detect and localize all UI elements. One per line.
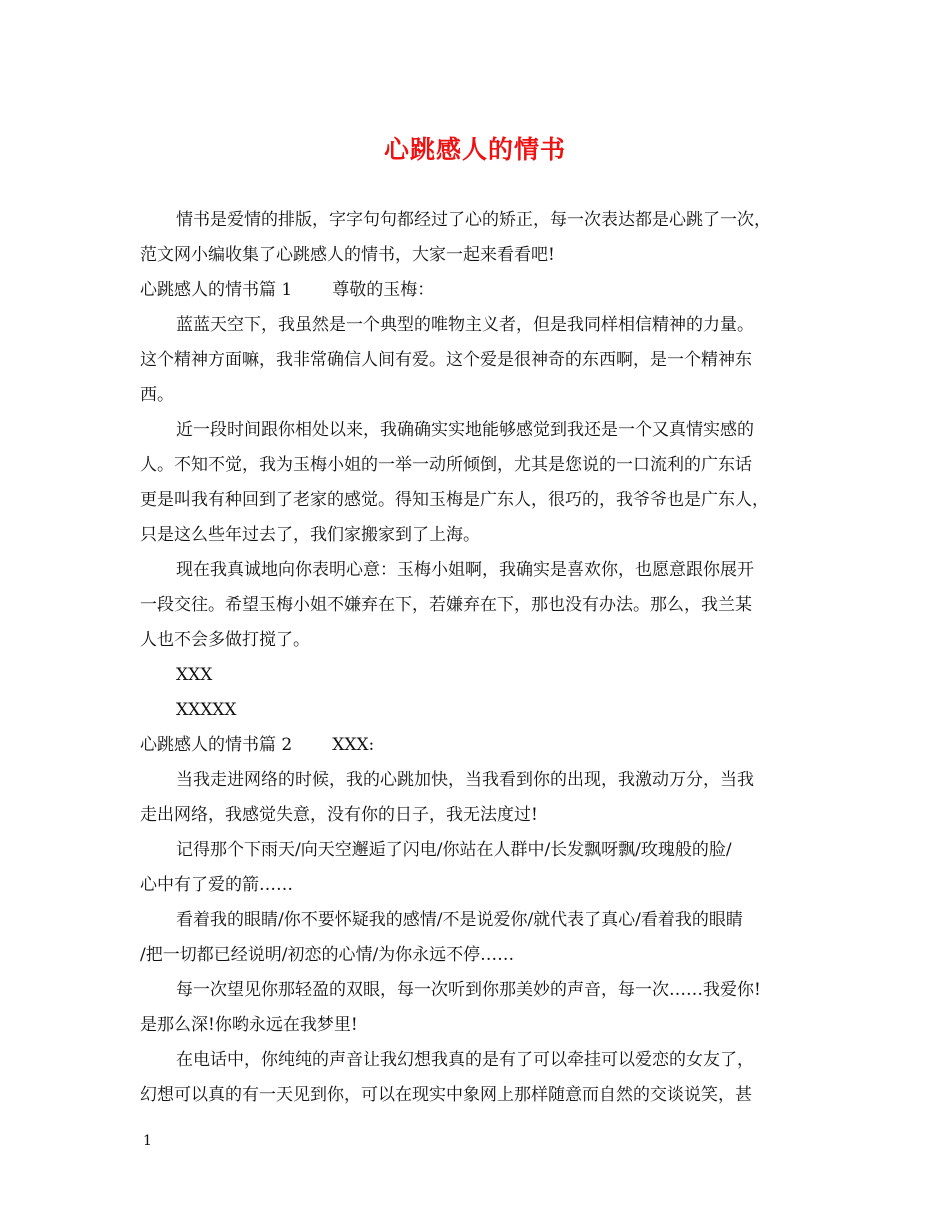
paragraph-line: 人也不会多做打搅了。 — [140, 630, 310, 650]
section-label: 心跳感人的情书篇 1 — [140, 280, 293, 300]
paragraph-line: 人。不知不觉，我为玉梅小姐的一举一动所倾倒，尤其是您说的一口流利的广东话 — [140, 455, 752, 475]
paragraph-line: 走出网络，我感觉失意，没有你的日子，我无法度过! — [140, 805, 538, 825]
paragraph-line: 幻想可以真的有一天见到你，可以在现实中象网上那样随意而自然的交谈说笑，甚 — [140, 1085, 752, 1105]
paragraph-line: 这个精神方面嘛，我非常确信人间有爱。这个爱是很神奇的东西啊，是一个精神东 — [140, 350, 752, 370]
section-greeting: 尊敬的玉梅： — [332, 280, 435, 300]
intro-line: 情书是爱情的排版，字字句句都经过了心的矫正，每一次表达都是心跳了一次， — [176, 210, 771, 230]
document-body — [140, 203, 816, 1113]
signature-line: XXXXX — [176, 700, 237, 720]
section-heading-1 — [140, 273, 816, 308]
paragraph-line: 近一段时间跟你相处以来，我确确实实地能够感觉到我还是一个又真情实感的 — [176, 420, 754, 440]
signature-line: XXX — [176, 665, 213, 685]
paragraph-line: 蓝蓝天空下，我虽然是一个典型的唯物主义者，但是我同样相信精神的力量。 — [176, 315, 754, 335]
paragraph-line: 每一次望见你那轻盈的双眼，每一次听到你那美妙的声音，每一次……我爱你! — [176, 980, 761, 1000]
paragraph-line: /把一切都已经说明/初恋的心情/为你永远不停…… — [140, 945, 515, 965]
paragraph-line: 现在我真诚地向你表明心意：玉梅小姐啊，我确实是喜欢你，也愿意跟你展开 — [176, 560, 754, 580]
paragraph-line: 记得那个下雨天/向天空邂逅了闪电/你站在人群中/长发飘呀飘/玫瑰般的脸/ — [176, 840, 732, 860]
section-label: 心跳感人的情书篇 2 — [140, 735, 293, 755]
paragraph-line: 一段交往。希望玉梅小姐不嫌弃在下，若嫌弃在下，那也没有办法。那么，我兰某 — [140, 595, 752, 615]
paragraph-line: 是那么深!你哟永远在我梦里! — [140, 1015, 358, 1035]
paragraph-line: 西。 — [140, 385, 174, 405]
page-number: 1 — [143, 1133, 152, 1149]
document-title: 心跳感人的情书 — [383, 135, 566, 164]
section-heading-2 — [140, 728, 816, 763]
intro-line: 范文网小编收集了心跳感人的情书，大家一起来看看吧! — [140, 245, 555, 265]
paragraph-line: 在电话中，你纯纯的声音让我幻想我真的是有了可以牵挂可以爱恋的女友了， — [176, 1050, 754, 1070]
paragraph-line: 更是叫我有种回到了老家的感觉。得知玉梅是广东人，很巧的，我爷爷也是广东人， — [140, 490, 769, 510]
paragraph-line: 看着我的眼睛/你不要怀疑我的感情/不是说爱你/就代表了真心/看着我的眼睛 — [176, 910, 743, 930]
paragraph-line: 当我走进网络的时候，我的心跳加快，当我看到你的出现，我激动万分，当我 — [176, 770, 754, 790]
section-greeting: XXX: — [332, 735, 375, 755]
paragraph-line: 只是这么些年过去了，我们家搬家到了上海。 — [140, 525, 480, 545]
paragraph-line: 心中有了爱的箭…… — [140, 875, 293, 895]
